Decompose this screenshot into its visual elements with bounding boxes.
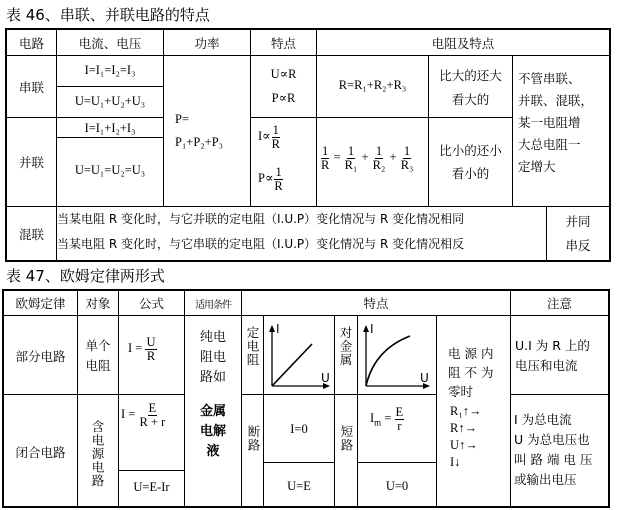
resistance-right-note: 不管串联、 并联、混联， 某一电阻增 大总电阻一 定增大	[518, 71, 594, 174]
t47-header-formula: 公式	[138, 296, 164, 311]
trend-list: R₁↑→ R↑→ U↑→ I↓	[450, 404, 482, 469]
t47-header-law: 欧姆定律	[15, 296, 66, 311]
curve2-label: 对金属	[338, 326, 353, 367]
series-resistance: R=R₁+R₂+R₃	[338, 78, 407, 92]
curve1-axis-i: I	[276, 322, 280, 336]
closed-formula2: U=E-Ir	[133, 480, 170, 494]
mixed-side2: 串反	[565, 238, 591, 253]
partial-note: U.I 为 R 上的 电压和电流	[515, 338, 590, 373]
partial-formula: I = $\frac{U}{R}$	[128, 335, 156, 363]
parallel-label: 并联	[18, 155, 44, 170]
series-feature-u: U∝R	[270, 67, 297, 81]
t46-header-resistance: 电阻及特点	[431, 36, 495, 51]
curve2-axis-i: I	[370, 322, 374, 336]
parallel-note-a: 比小的还小	[439, 143, 502, 158]
source-note: 电 源 内 阻 不 为 零时	[448, 346, 494, 399]
curve2-axis-u: U	[420, 371, 429, 385]
closed-note: I 为总电流 U 为总电压也 叫 路 端 电 压 或输出电压	[514, 412, 593, 487]
series-label: 串联	[18, 80, 44, 95]
series-note-b: 看大的	[451, 92, 490, 107]
power-line2: P₁+P₂+P₃	[175, 135, 224, 149]
t46-header-iv: 电流、电压	[78, 36, 142, 51]
mixed-side1: 并同	[565, 214, 591, 229]
closed-label: 闭合电路	[15, 445, 66, 460]
t47-header-features: 特点	[363, 296, 389, 311]
short-circuit-u: U=0	[385, 479, 409, 493]
t47-header-note: 注意	[546, 296, 572, 311]
parallel-voltage: U=U₁=U₂=U₃	[74, 163, 146, 177]
mixed-line1: 当某电阻 R 变化时，与它并联的定电阻（I.U.P）变化情况与 R 变化情况相同	[57, 212, 465, 226]
short-circuit-formula: $I_m$ = $\frac{E}{r}$	[370, 405, 404, 433]
parallel-note-b: 看小的	[451, 166, 490, 181]
mixed-line2: 当某电阻 R 变化时，与它串联的定电阻（I.U.P）变化情况与 R 变化情况相反	[57, 237, 465, 251]
closed-object: 含电源电路	[90, 420, 105, 488]
open-circuit-i: I=0	[290, 422, 308, 436]
parallel-resistance-formula: $\frac{1}{R}$ = $\frac{1}{\text{R₁}}$ + $\frac{1}{\text{R₂}}$ + $\frac{1}{\text{R₃}}$	[321, 144, 414, 172]
curve1-axis-u: U	[321, 371, 330, 385]
parallel-current: I=I₁+I₂+I₃	[84, 121, 136, 135]
series-voltage: U=U₁+U₂+U₃	[74, 94, 146, 108]
parallel-feature-p: P∝ $\frac{1}{R}$	[258, 165, 283, 193]
t46-header-feature: 特点	[270, 36, 296, 51]
t47-header-object: 对象	[85, 296, 111, 311]
series-current: I=I₁=I₂=I₃	[84, 63, 136, 77]
mixed-label: 混联	[18, 227, 44, 242]
t47-header-condition: 适用条件	[195, 300, 231, 311]
curve1-label: 定电阻	[245, 326, 260, 367]
open-circuit-u: U=E	[287, 479, 311, 493]
table46-caption: 表 46、串联、并联电路的特点	[6, 6, 210, 24]
condition-text: 纯电 阻电 路如 金属 电解 液	[199, 330, 226, 459]
open-circuit-label: 断路	[246, 425, 261, 452]
table47-caption: 表 47、欧姆定律两形式	[6, 267, 165, 285]
t46-header-power: 功率	[194, 36, 220, 51]
series-feature-p: P∝R	[271, 91, 296, 105]
series-note-a: 比大的还大	[439, 68, 502, 83]
partial-object: 单个 电阻	[85, 338, 111, 373]
short-circuit-label: 短路	[339, 425, 354, 452]
t46-header-circuit: 电路	[18, 36, 44, 51]
parallel-feature-i: I∝ $\frac{1}{R}$	[258, 123, 280, 151]
closed-formula: I = $\frac{E}{R + r}$	[121, 401, 166, 429]
partial-label: 部分电路	[15, 349, 66, 364]
power-line1: P=	[175, 112, 190, 126]
